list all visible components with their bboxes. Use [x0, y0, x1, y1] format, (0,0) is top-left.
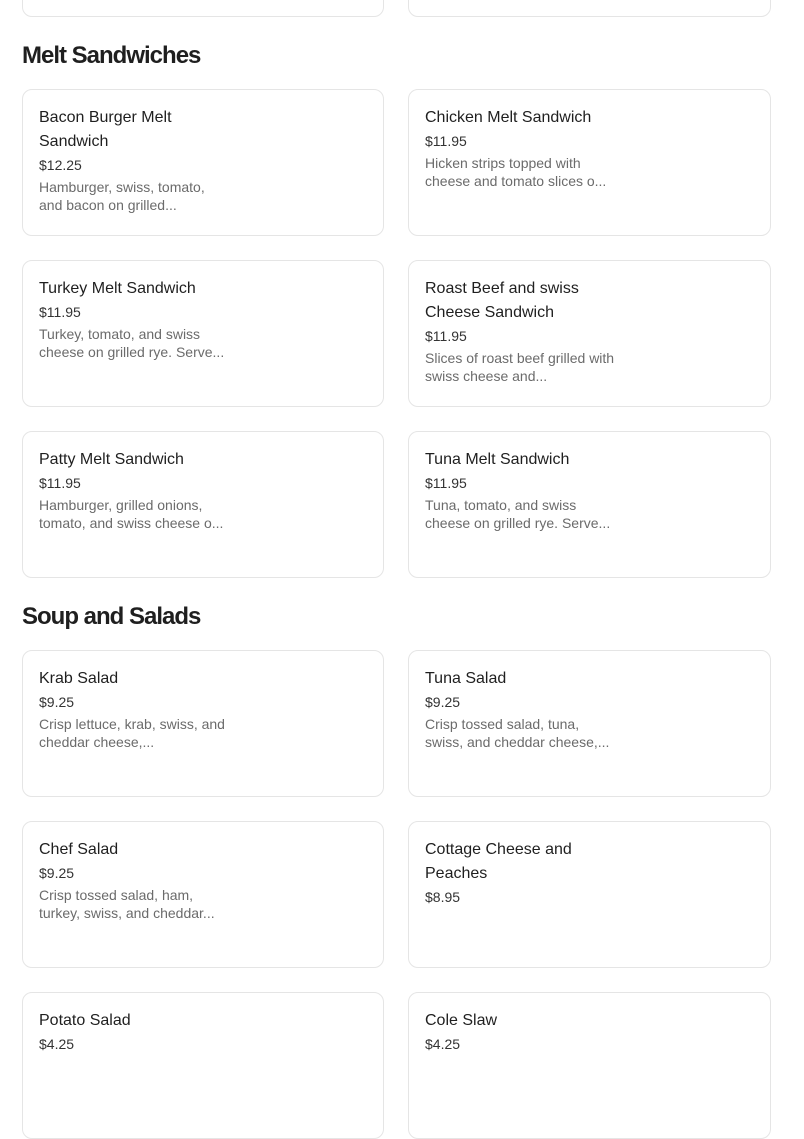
item-price: $11.95	[39, 475, 81, 491]
item-name: Cole Slaw	[425, 1012, 498, 1029]
item-price: $9.25	[39, 865, 75, 881]
menu-item-card-partial[interactable]	[408, 0, 771, 17]
item-description: Hamburger, swiss, tomato, and bacon on grilled...	[39, 179, 205, 213]
menu-item-card[interactable]	[408, 992, 771, 1139]
item-description: Crisp lettuce, krab, swiss, and cheddar cheese,...	[39, 716, 225, 750]
menu-item-card[interactable]	[408, 821, 771, 968]
item-price: $9.25	[39, 694, 75, 710]
item-description: Crisp tossed salad, ham, turkey, swiss, and cheddar...	[39, 887, 215, 921]
item-name: Roast Beef and swiss Cheese Sandwich	[425, 280, 579, 321]
menu-item-card[interactable]	[22, 89, 384, 236]
item-name: Tuna Salad	[425, 670, 507, 687]
item-name: Tuna Melt Sandwich	[425, 451, 570, 468]
item-price: $11.95	[425, 475, 467, 491]
item-name: Chef Salad	[39, 841, 119, 858]
section-title-melt-sandwiches: Melt Sandwiches	[22, 42, 201, 69]
item-price: $4.25	[39, 1036, 75, 1052]
item-name: Patty Melt Sandwich	[39, 451, 184, 468]
item-price: $4.25	[425, 1036, 461, 1052]
item-name: Chicken Melt Sandwich	[425, 109, 592, 126]
menu-item-card[interactable]	[408, 89, 771, 236]
menu-item-card[interactable]	[22, 431, 384, 578]
menu-item-card[interactable]	[408, 650, 771, 797]
item-price: $11.95	[425, 328, 467, 344]
menu-item-card[interactable]	[22, 821, 384, 968]
section-title-soup-and-salads: Soup and Salads	[22, 603, 201, 630]
item-description: Crisp tossed salad, tuna, swiss, and cheddar cheese,...	[425, 716, 610, 750]
menu-item-card-partial[interactable]	[22, 0, 384, 17]
item-name: Turkey Melt Sandwich	[39, 280, 196, 297]
item-name: Krab Salad	[39, 670, 119, 687]
item-description: Hicken strips topped with cheese and tomato slices o...	[425, 155, 607, 189]
item-description: Slices of roast beef grilled with swiss cheese and...	[425, 350, 615, 384]
item-price: $9.25	[425, 694, 461, 710]
menu-item-card[interactable]	[22, 260, 384, 407]
item-name: Cottage Cheese and Peaches	[425, 841, 572, 882]
item-description: Tuna, tomato, and swiss cheese on grilled rye. Serve...	[425, 497, 611, 531]
menu-item-card[interactable]	[408, 260, 771, 407]
item-price: $8.95	[425, 889, 461, 905]
item-description: Hamburger, grilled onions, tomato, and swiss cheese o...	[39, 497, 224, 531]
item-price: $11.95	[425, 133, 467, 149]
item-price: $11.95	[39, 304, 81, 320]
item-price: $12.25	[39, 157, 82, 173]
menu-item-card[interactable]	[408, 431, 771, 578]
item-description: Turkey, tomato, and swiss cheese on grilled rye. Serve...	[39, 326, 225, 360]
menu-item-card[interactable]	[22, 650, 384, 797]
item-name: Bacon Burger Melt Sandwich	[39, 109, 172, 150]
menu-item-card[interactable]	[22, 992, 384, 1139]
item-name: Potato Salad	[39, 1012, 131, 1029]
